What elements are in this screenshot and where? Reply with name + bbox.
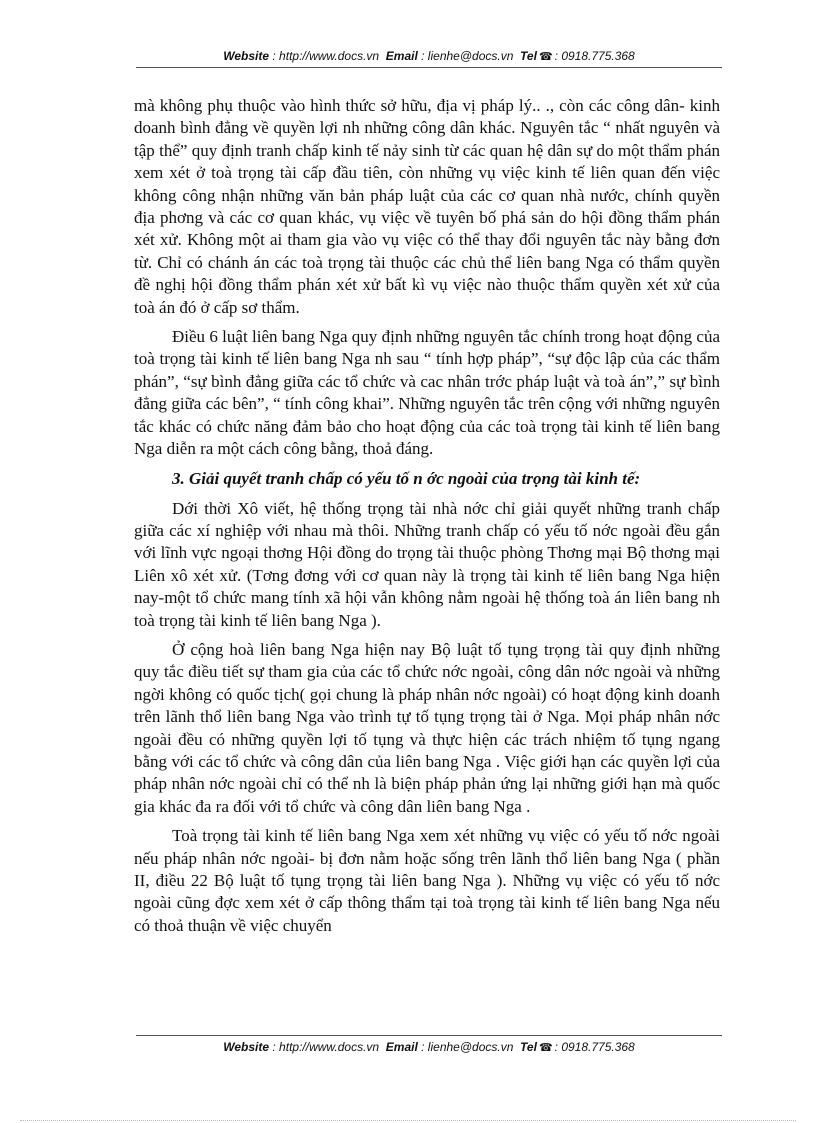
document-body <box>134 95 720 944</box>
paragraph-3: Dới thời Xô viết, hệ thống trọng tài nhà nớc chỉ giải quyết những tranh chấp giữa các xí nghiệp với nhau mà thôi. Những tranh chấp có yếu tố nớc ngoài đều gắn với lĩnh vực ngoại thơng Hội đồng do trọng tài thuộc phòng Thơng mại Bộ thơng mại Liên xô xét xử. (Tơng đơng với cơ quan này là trọng tài kinh tế liên bang Nga hiện nay-một tổ chức mang tính xã hội vẫn không nằm ngoài hệ thống toà án liên bang nh toà trọng tài kinh tế liên bang Nga ). <box>134 498 720 630</box>
footer-website-link[interactable]: : http://www.docs.vn <box>272 1040 380 1054</box>
footer-tel-label: Tel <box>520 1040 537 1054</box>
header-email-link[interactable]: : lienhe@docs.vn <box>421 49 514 63</box>
header-rule <box>136 67 722 68</box>
footer-rule <box>136 1035 722 1036</box>
header-email-label: Email <box>385 49 418 63</box>
paragraph-5: Toà trọng tài kinh tế liên bang Nga xem xét những vụ việc có yếu tố nớc ngoài nếu pháp nhân nớc ngoài- bị đơn nằm hoặc sống trên lãnh thổ liên bang Nga ( phần II, điều 22 Bộ luật tố tụng trọng tài liên bang Nga ). Những vụ việc có yếu tố nớc ngoài cũng đợc xem xét ở cấp thông thẩm tại toà trọng tài kinh tế liên bang Nga nếu có thoả thuận về việc chuyển <box>134 826 720 935</box>
footer-email-link[interactable]: : lienhe@docs.vn <box>421 1040 514 1054</box>
paragraph-1: mà không phụ thuộc vào hình thức sở hữu, địa vị pháp lý.. ., còn các công dân- kinh doanh bình đẳng về quyền lợi nh những công dân khác. Nguyên tắc “ nhất nguyên và tập thể” quy định tranh chấp kinh tế nảy sinh từ các quan hệ dân sự do một thẩm phán xem xét ở toà trọng tài cấp đầu tiên, còn những vụ việc kinh tế liên quan đến việc không công nhận những văn bản pháp luật của các cơ quan nhà nước, chính quyền địa phơng và các cơ quan khác, vụ việc về tuyên bố phá sản do hội đồng thẩm phán xét xử. Không một ai tham gia vào vụ việc có thể thay đổi nguyên tắc này bằng đơn từ. Chỉ có chánh án các toà trọng tài thuộc các chủ thể liên bang Nga có thẩm quyền đề nghị hội đồng thẩm phán xét xử bất kì vụ việc nào thuộc thẩm quyền xét xử của toà án đó ở cấp sơ thẩm. <box>134 96 720 317</box>
page-footer <box>136 1040 722 1054</box>
footer-tel-value: : 0918.775.368 <box>554 1040 635 1054</box>
page-edge-divider <box>20 1120 796 1121</box>
paragraph-2: Điều 6 luật liên bang Nga quy định những nguyên tắc chính trong hoạt động của toà trọng tài kinh tế liên bang Nga nh sau “ tính hợp pháp”, “sự độc lập của các thẩm phán”, “sự bình đẳng giữa các tổ chức và cac nhân trớc pháp luật và toà án”,” sự bình đẳng giữa các bên”, “ tính công khai”. Những nguyên tắc trên cộng với những nguyên tắc khác có chức năng đảm bảo cho hoạt động của các toà trọng tài kinh tế liên bang Nga diễn ra một cách công bằng, thoả đáng. <box>134 327 720 459</box>
paragraph-4: Ở cộng hoà liên bang Nga hiện nay Bộ luật tố tụng trọng tài quy định những quy tắc điều tiết sự tham gia của các tổ chức nớc ngoài, công dân nớc ngoài và những ngời không có quốc tịch( gọi chung là pháp nhân nớc ngoài) có hoạt động kinh doanh trên lãnh thổ liên bang Nga vào trình tự tố tụng trọng tài ở Nga. Mọi pháp nhân nớc ngoài đều có những quyền lợi tố tụng và thực hiện các trách nhiệm tố tụng ngang bằng với các tổ chức và công dân của liên bang Nga . Việc giới hạn các quyền lợi của pháp nhân nớc ngoài chỉ có thể nh là biện pháp phản ứng lại những giới hạn mà quốc gia khác đa ra đối với tổ chức và công dân liên bang Nga . <box>134 639 720 816</box>
footer-website-label: Website <box>223 1040 270 1054</box>
phone-icon: ☎ <box>538 1042 553 1054</box>
page-header <box>136 49 722 63</box>
header-website-link[interactable]: : http://www.docs.vn <box>272 49 380 63</box>
phone-icon: ☎ <box>538 51 553 63</box>
footer-email-label: Email <box>385 1040 418 1054</box>
header-website-label: Website <box>223 49 270 63</box>
header-tel-label: Tel <box>520 49 537 63</box>
header-tel-value: : 0918.775.368 <box>554 49 635 63</box>
section-heading: 3. Giải quyết tranh chấp có yếu tố n ớc ngoài của trọng tài kinh tế: <box>172 468 641 488</box>
